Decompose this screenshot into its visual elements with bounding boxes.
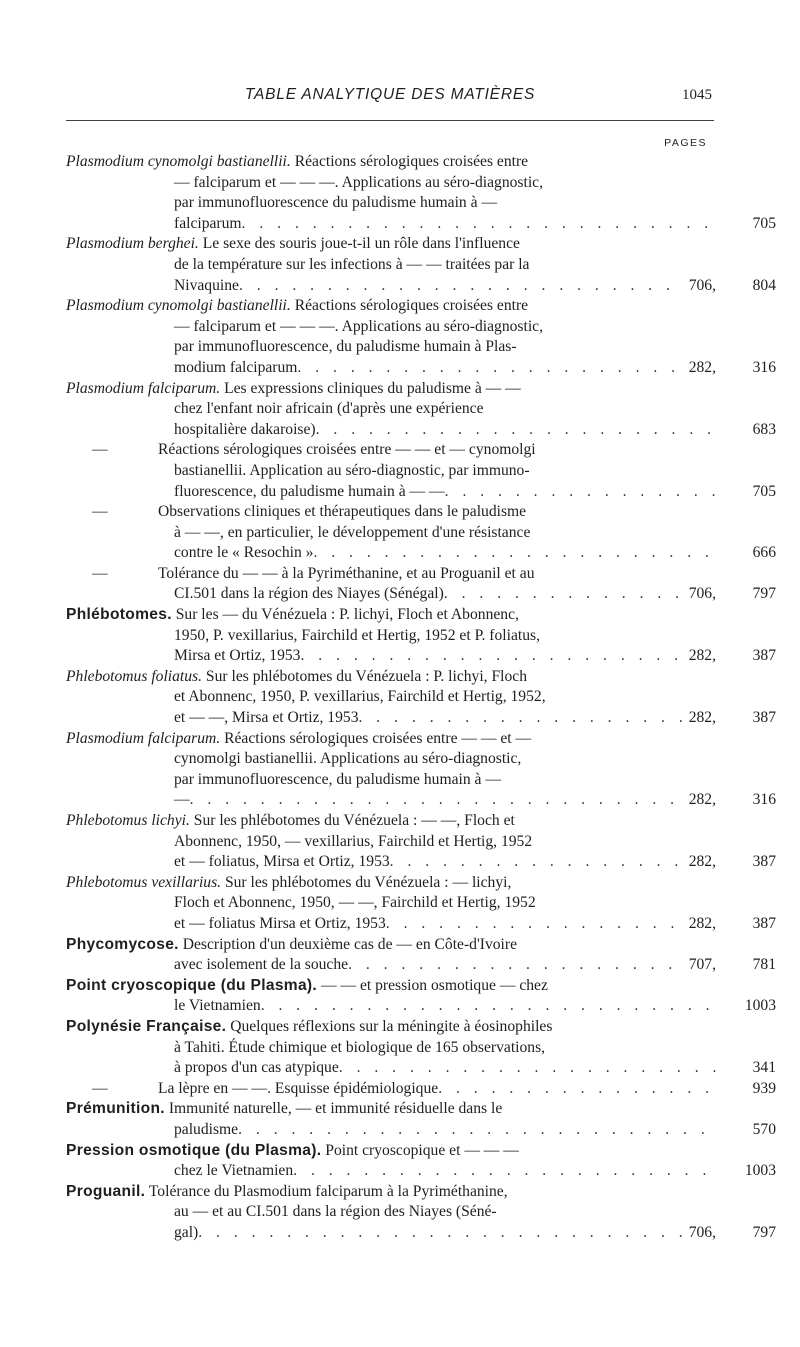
inner-page-ref: 282,: [688, 853, 716, 871]
entry-line: [66, 770, 716, 791]
entry-line: [66, 996, 776, 1017]
dot-leader: [339, 1058, 716, 1079]
page-ref: 705: [752, 482, 776, 500]
inner-page-ref: 282,: [688, 358, 716, 376]
index-entry: [66, 729, 776, 811]
entry-heading: Pression osmotique (du Plasma).: [66, 1141, 322, 1159]
entry-line: [66, 152, 716, 173]
entry-line: [66, 317, 716, 338]
entry-line: [66, 358, 776, 379]
entry-heading: Phlebotomus vexillarius.: [66, 873, 222, 891]
dot-leader: [313, 543, 716, 564]
page-ref: 316: [752, 358, 776, 376]
entry-line: [66, 955, 776, 976]
entry-text: hospitalière dakaroise): [174, 420, 316, 438]
entry-line: [66, 193, 716, 214]
entry-text: Mirsa et Ortiz, 1953: [174, 647, 301, 665]
page-ref: 797: [752, 1223, 776, 1241]
entry-text: avec isolement de la souche: [174, 956, 349, 974]
index-entry: [66, 605, 776, 667]
inner-page-ref: 282,: [688, 709, 716, 727]
page-ref: 705: [752, 214, 776, 232]
dot-leader: [239, 276, 685, 297]
entry-line: [66, 1038, 716, 1059]
entry-heading: Point cryoscopique (du Plasma).: [66, 976, 318, 994]
entry-line: [66, 1099, 716, 1120]
entry-heading: Prémunition.: [66, 1100, 165, 1118]
entry-line: [66, 234, 716, 255]
entry-line: [66, 523, 716, 544]
entry-text: Sur les phlébotomes du Vénézuela : P. lichyi, Floch: [205, 667, 527, 685]
entry-heading: Phlebotomus foliatus.: [66, 667, 203, 685]
entry-line: [66, 1120, 776, 1141]
entry-line: [66, 914, 776, 935]
pages-column-label: PAGES: [664, 137, 707, 149]
entry-text: à propos d'un cas atypique: [174, 1059, 339, 1077]
entry-line: [66, 811, 716, 832]
entry-line: [66, 1017, 716, 1038]
entry-line: [66, 1223, 776, 1244]
entry-line: [66, 1079, 776, 1100]
dot-leader: [190, 790, 685, 811]
entry-line: [66, 502, 716, 523]
page-ref: 387: [752, 914, 776, 932]
index-entry: [66, 152, 776, 234]
entry-line: [66, 379, 716, 400]
index-entries: [66, 152, 776, 1243]
entry-text: Réactions sérologiques croisées entre: [294, 153, 529, 170]
index-entry: [66, 1141, 776, 1182]
entry-line: [66, 708, 776, 729]
dot-leader: [445, 482, 716, 503]
entry-text: falciparum: [174, 214, 242, 232]
entry-text: par immunofluorescence, du paludisme humain à —: [174, 770, 501, 788]
dot-leader: [386, 914, 685, 935]
entry-text: Sur les phlébotomes du Vénézuela : — —, Floch et: [193, 812, 515, 829]
entry-text: chez l'enfant noir africain (d'après une expérience: [174, 400, 484, 418]
entry-line: [66, 749, 716, 770]
index-entry: [66, 564, 776, 605]
page-ref: 387: [752, 709, 776, 727]
entry-heading: Phlebotomus lichyi.: [66, 812, 190, 829]
entry-text: chez le Vietnamien: [174, 1162, 294, 1180]
index-entry: [66, 1017, 776, 1079]
entry-line: [66, 420, 776, 441]
entry-text: fluorescence, du paludisme humain à — —: [174, 482, 445, 500]
entry-heading: Plasmodium falciparum.: [66, 379, 221, 397]
page-ref: 797: [752, 585, 776, 603]
entry-text: La lèpre en — —. Esquisse épidémiologique: [158, 1079, 439, 1097]
inner-page-ref: 707,: [688, 956, 716, 974]
entry-text: paludisme: [174, 1120, 239, 1138]
dot-leader: [293, 1161, 716, 1182]
running-header: [66, 86, 714, 112]
entry-text: à Tahiti. Étude chimique et biologique de 165 observations,: [174, 1038, 546, 1056]
entry-heading: Proguanil.: [66, 1182, 146, 1200]
entry-text: au — et au CI.501 dans la région des Niayes (Séné-: [174, 1203, 497, 1221]
entry-text: Nivaquine: [174, 276, 239, 294]
entry-text: Réactions sérologiques croisées entre — — et — cynomolgi: [158, 441, 536, 459]
index-entry: [66, 1079, 776, 1100]
entry-line: [66, 729, 716, 750]
entry-heading: Phycomycose.: [66, 935, 179, 953]
inner-page-ref: 282,: [688, 791, 716, 809]
entry-text: Quelques réflexions sur la méningite à éosinophiles: [230, 1017, 553, 1035]
entry-text: CI.501 dans la région des Niayes (Sénégal): [174, 585, 444, 603]
entry-line: [66, 584, 776, 605]
index-entry: [66, 873, 776, 935]
entry-text: le Vietnamien: [174, 997, 261, 1015]
index-entry: [66, 379, 776, 441]
index-entry: [66, 811, 776, 873]
dot-leader: [438, 1079, 716, 1100]
dot-leader: [300, 646, 684, 667]
entry-line: [66, 399, 716, 420]
page-ref: 1003: [744, 1162, 776, 1180]
entry-heading: Polynésie Française.: [66, 1017, 227, 1035]
index-entry: [66, 976, 776, 1017]
entry-text: Description d'un deuxième cas de — en Côte-d'Ivoire: [182, 935, 518, 953]
index-entry: [66, 440, 776, 502]
page-ref: 1003: [744, 997, 776, 1015]
index-entry: [66, 1099, 776, 1140]
entry-text: par immunofluorescence, du paludisme humain à Plas-: [174, 338, 517, 356]
inner-page-ref: 282,: [688, 647, 716, 665]
index-entry: [66, 1182, 776, 1244]
entry-text: Sur les — du Vénézuela : P. lichyi, Floch et Abonnenc,: [175, 606, 519, 624]
dot-leader: [390, 852, 685, 873]
dot-leader: [261, 996, 716, 1017]
entry-text: Le sexe des souris joue-t-il un rôle dans l'influence: [202, 235, 520, 253]
dot-leader: [316, 420, 716, 441]
entry-line: [66, 1182, 716, 1203]
entry-line: [66, 255, 716, 276]
entry-text: gal): [174, 1223, 199, 1241]
entry-text: Réactions sérologiques croisées entre: [294, 297, 529, 315]
entry-text: par immunofluorescence du paludisme humain à —: [174, 194, 498, 212]
dot-leader: [238, 1120, 716, 1141]
page-title: TABLE ANALYTIQUE DES MATIÈRES: [244, 86, 536, 103]
entry-text: — falciparum et — — —. Applications au séro-diagnostic,: [174, 173, 543, 191]
entry-text: de la température sur les infections à — — traitées par la: [174, 255, 530, 273]
index-entry: [66, 234, 776, 296]
entry-line: [66, 893, 716, 914]
entry-text: à — —, en particulier, le développement d'une résistance: [174, 523, 531, 541]
entry-text: Point cryoscopique et — — —: [325, 1141, 519, 1159]
entry-line: [66, 976, 716, 997]
dot-leader: [198, 1223, 684, 1244]
entry-line: [66, 873, 716, 894]
entry-line: [66, 543, 776, 564]
page-ref: 570: [752, 1120, 776, 1138]
page-ref: 316: [752, 791, 776, 809]
inner-page-ref: 706,: [688, 276, 716, 294]
dot-leader: [348, 955, 685, 976]
entry-heading: Plasmodium cynomolgi bastianellii.: [66, 153, 291, 170]
dot-leader: [444, 584, 685, 605]
entry-text: Réactions sérologiques croisées entre — — et —: [224, 729, 532, 747]
entry-text: Tolérance du Plasmodium falciparum à la Pyriméthanine,: [148, 1182, 508, 1200]
entry-text: modium falciparum: [174, 358, 298, 376]
entry-text: — — et pression osmotique — chez: [320, 976, 548, 994]
page-ref: 781: [752, 956, 776, 974]
entry-text: Abonnenc, 1950, — vexillarius, Fairchild et Hertig, 1952: [174, 832, 533, 850]
index-entry: [66, 296, 776, 378]
dot-leader: [359, 708, 685, 729]
entry-line: [66, 276, 776, 297]
entry-line: [66, 1141, 716, 1162]
ditto-dash: —: [92, 503, 108, 521]
page-ref: 683: [752, 420, 776, 438]
entry-line: [66, 564, 716, 585]
entry-line: [66, 440, 716, 461]
entry-line: [66, 337, 716, 358]
entry-text: Immunité naturelle, — et immunité résiduelle dans le: [168, 1100, 503, 1118]
page-ref: 939: [752, 1079, 776, 1097]
entry-heading: Plasmodium berghei.: [66, 235, 199, 253]
entry-text: Tolérance du — — à la Pyriméthanine, et au Proguanil et au: [158, 564, 535, 582]
entry-line: [66, 482, 776, 503]
page-ref: 387: [752, 853, 776, 871]
entry-line: [66, 214, 776, 235]
dot-leader: [297, 358, 684, 379]
entry-text: cynomolgi bastianellii. Applications au séro-diagnostic,: [174, 750, 522, 768]
page-ref: 387: [752, 647, 776, 665]
entry-line: [66, 173, 716, 194]
entry-text: Sur les phlébotomes du Vénézuela : — lichyi,: [224, 873, 512, 891]
inner-page-ref: 706,: [688, 1223, 716, 1241]
entry-text: bastianellii. Application au séro-diagnostic, par immuno-: [174, 461, 530, 479]
entry-line: [66, 626, 716, 647]
entry-line: [66, 461, 716, 482]
page-ref: 666: [752, 544, 776, 562]
entry-text: Les expressions cliniques du paludisme à — —: [224, 379, 521, 397]
entry-text: et Abonnenc, 1950, P. vexillarius, Fairchild et Hertig, 1952,: [174, 688, 546, 706]
entry-line: [66, 790, 776, 811]
entry-line: [66, 605, 716, 626]
ditto-dash: —: [92, 1079, 108, 1097]
ditto-dash: —: [92, 441, 108, 459]
dot-leader: [242, 214, 716, 235]
entry-text: —: [174, 791, 190, 809]
index-entry: [66, 935, 776, 976]
entry-line: [66, 832, 716, 853]
index-entry: [66, 502, 776, 564]
entry-text: Floch et Abonnenc, 1950, — —, Fairchild et Hertig, 1952: [174, 894, 536, 912]
entry-text: 1950, P. vexillarius, Fairchild et Hertig, 1952 et P. foliatus,: [174, 626, 540, 644]
entry-text: et — foliatus, Mirsa et Ortiz, 1953: [174, 853, 390, 871]
entry-text: et — —, Mirsa et Ortiz, 1953: [174, 709, 359, 727]
page-ref: 341: [752, 1059, 776, 1077]
page-number: 1045: [682, 87, 712, 103]
header-rule: [66, 120, 714, 121]
entry-heading: Phlébotomes.: [66, 606, 172, 624]
page-ref: 804: [752, 276, 776, 294]
entry-text: contre le « Resochin »: [174, 544, 314, 562]
inner-page-ref: 706,: [688, 585, 716, 603]
entry-line: [66, 667, 716, 688]
entry-line: [66, 935, 716, 956]
entry-line: [66, 1161, 776, 1182]
entry-line: [66, 296, 716, 317]
entry-line: [66, 852, 776, 873]
entry-line: [66, 1202, 716, 1223]
ditto-dash: —: [92, 564, 108, 582]
entry-text: Observations cliniques et thérapeutiques dans le paludisme: [158, 503, 527, 521]
inner-page-ref: 282,: [688, 914, 716, 932]
entry-line: [66, 646, 776, 667]
entry-text: et — foliatus Mirsa et Ortiz, 1953: [174, 914, 386, 932]
entry-text: — falciparum et — — —. Applications au séro-diagnostic,: [174, 317, 543, 335]
index-entry: [66, 667, 776, 729]
entry-heading: Plasmodium falciparum.: [66, 729, 221, 747]
entry-heading: Plasmodium cynomolgi bastianellii.: [66, 297, 291, 315]
entry-line: [66, 687, 716, 708]
entry-line: [66, 1058, 776, 1079]
